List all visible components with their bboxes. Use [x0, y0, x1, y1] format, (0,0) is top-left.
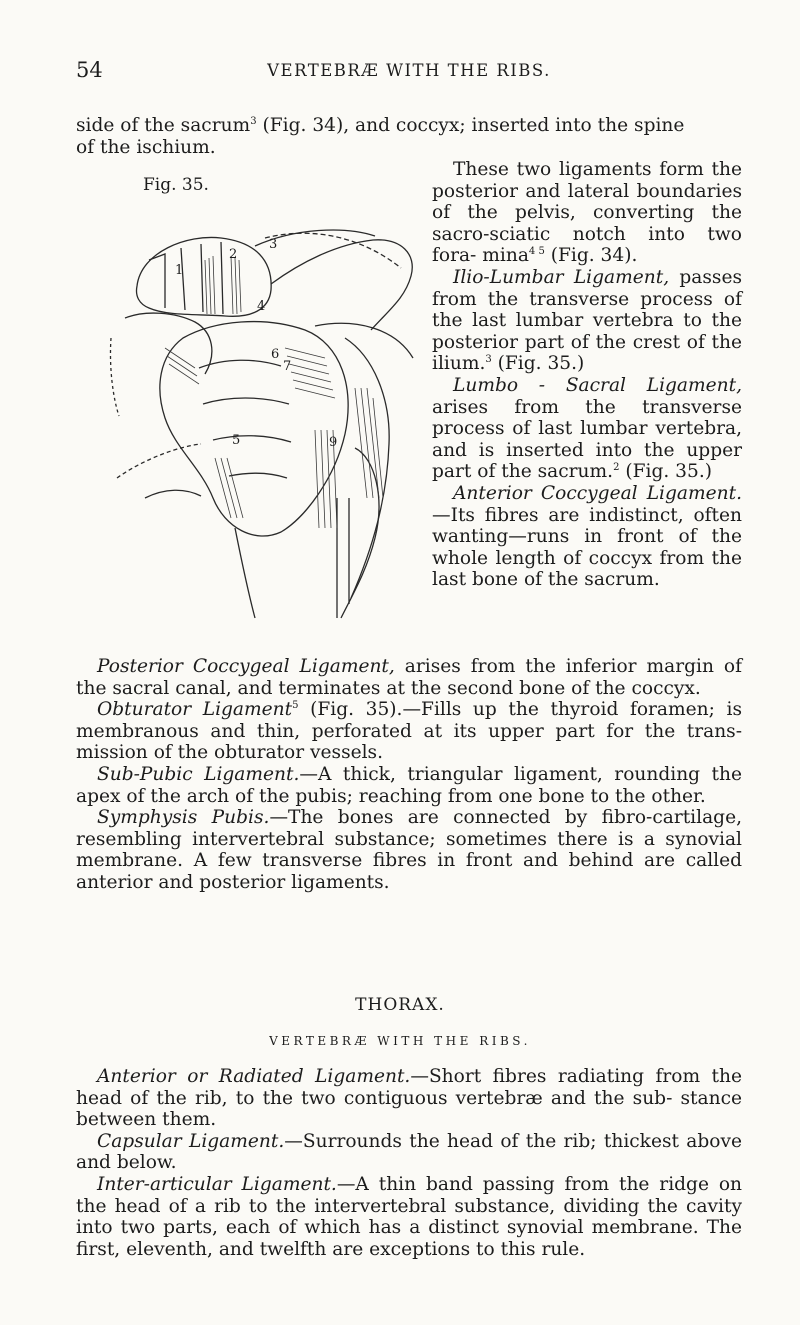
figure-callout-9: 9 [329, 435, 338, 450]
section-heading: THORAX. [355, 995, 445, 1015]
page-header [76, 58, 742, 88]
running-head: VERTEBRÆ WITH THE RIBS. [267, 61, 551, 80]
top-text: side of the sacrum$^3$ (Fig. 34), and coccyx; inserted into the spine of the ischium. [76, 115, 685, 158]
figure-callout-1: 1 [175, 263, 184, 278]
figure-callout-4: 4 [257, 299, 266, 314]
figure-callout-7: 7 [283, 359, 292, 374]
figure-callout-6: 6 [271, 347, 280, 362]
figure-callout-5: 5 [232, 433, 241, 448]
figure-callout-2: 2 [229, 247, 238, 262]
figure-callout-3: 3 [269, 237, 278, 252]
thorax-text: Anterior or Radiated Ligament.—Short fibres radiating from the head of the rib, to the two contiguous vertebræ and the sub- stance between them. Capsular Ligament.—Surrounds the head of the rib; thickest above and below. Inter-articular Ligament.—A thin band passing from the ridge on the head of a rib to the intervertebral substance, dividing the cavity into two parts, each of which has a distinct synovial membrane. The first, eleventh, and twelfth are exceptions to this rule. [76, 1066, 742, 1260]
section-subheading: VERTEBRÆ WITH THE RIBS. [269, 1034, 531, 1048]
side-text: These two ligaments form the posterior and lateral boundaries of the pelvis, converting the sacro-sciatic notch into two fora- mina$^{4 5}$ (Fig. 34). Ilio-Lumbar Ligament, passes from the transverse process of the last lumbar vertebra to the posterior part of the crest of the ilium.$^3$ (Fig. 35.) Lumbo - Sacral Ligament, arises from the transverse process of last lumbar vertebra, and is inserted into the upper part of the sacrum.$^2$ (Fig. 35.) Anterior Coccygeal Ligament. —Its fibres are indistinct, often wanting—runs in front of the whole length of coccyx from the last bone of the sacrum. [432, 159, 743, 591]
body-text: Posterior Coccygeal Ligament, arises from the inferior margin of the sacral canal, and terminates at the second bone of the coccyx. Obturator Ligament$^5$ (Fig. 35).—Fills up the thyroid foramen; is membranous and thin, perforated at its upper part for the trans- mission of the obturator vessels. Sub-Pubic Ligament.—A thick, triangular ligament, rounding the apex of the arch of the pubis; reaching from one bone to the other. Symphysis Pubis.—The bones are connected by fibro-cartilage, resembling intervertebral substance; sometimes there is a synovial membrane. A few transverse fibres in front and behind are called anterior and posterior ligaments. [76, 656, 742, 893]
figure-label: Fig. 35. [143, 175, 209, 195]
pelvis-ligament-figure [105, 198, 427, 630]
page-number: 54 [76, 58, 103, 82]
